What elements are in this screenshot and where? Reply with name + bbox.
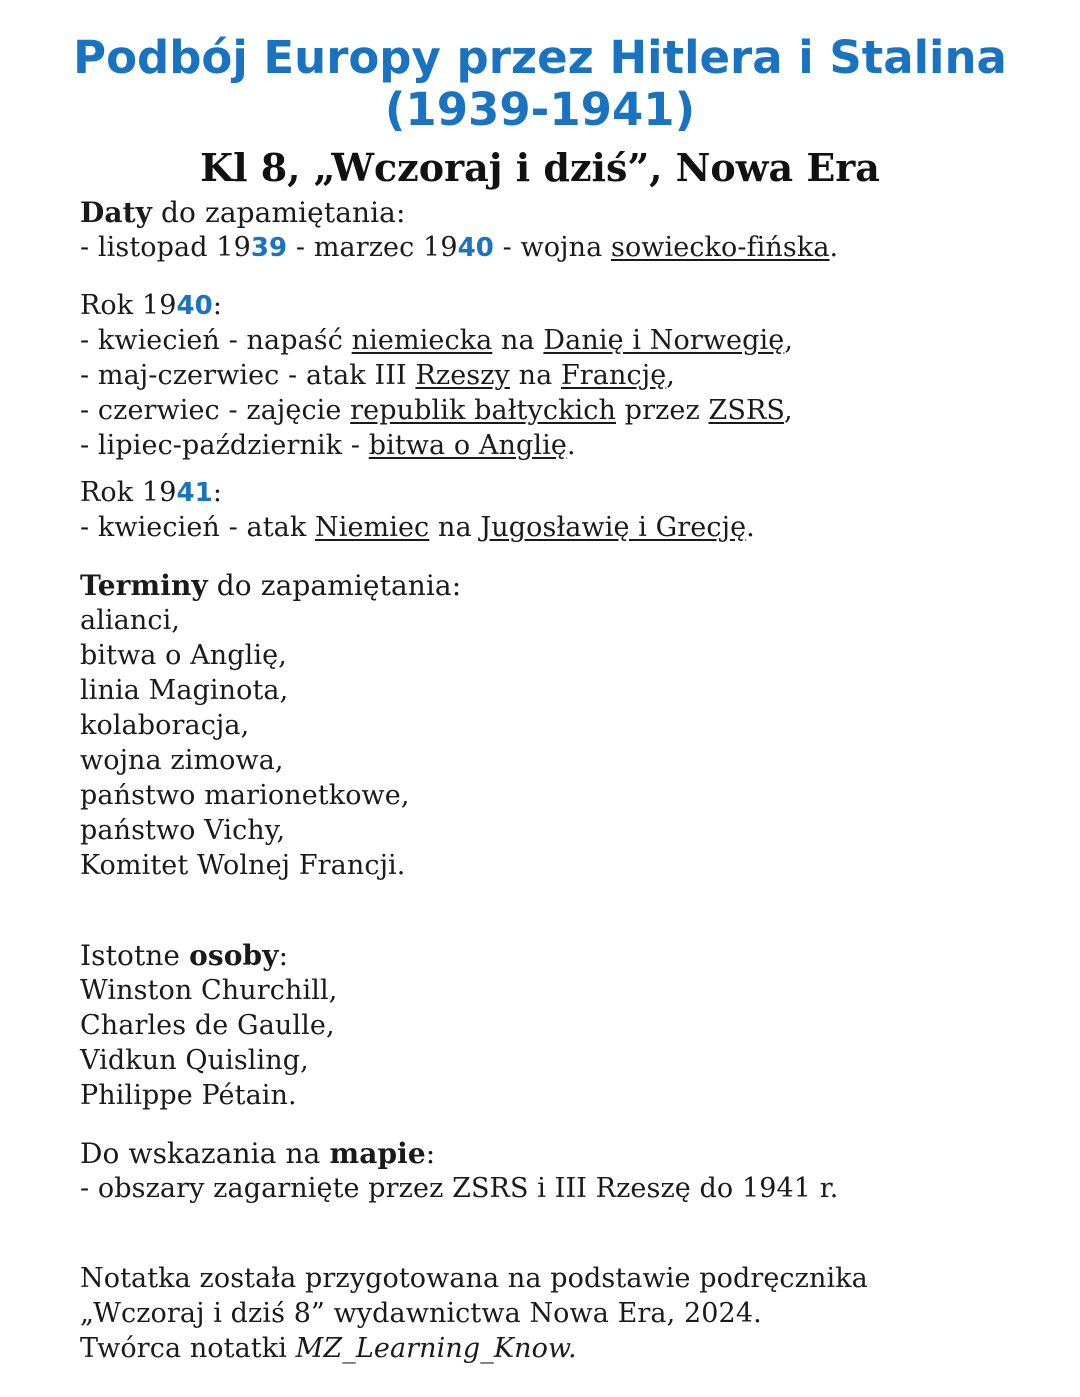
page-subtitle: Kl 8, „Wczoraj i dziś”, Nowa Era [200, 145, 880, 190]
year-1941-heading: Rok 1941: [80, 477, 223, 508]
note-content [80, 195, 1040, 1366]
term-item: państwo Vichy, [80, 815, 286, 846]
dates-heading: Daty do zapamiętania: [80, 196, 406, 229]
person-item: Philippe Pétain. [80, 1080, 297, 1111]
year-1940-item: - czerwiec - zajęcie republik bałtyckich przez ZSRS, [80, 395, 793, 426]
note-line: Notatka została przygotowana na podstawie podręcznika [80, 1263, 868, 1294]
year-1940-item: - maj-czerwiec - atak III Rzeszy na Francję, [80, 360, 675, 391]
author-name: MZ_Learning_Know. [295, 1333, 577, 1364]
person-item: Charles de Gaulle, [80, 1010, 335, 1041]
year-1940-item: - lipiec-październik - bitwa o Anglię. [80, 430, 576, 461]
note-line: „Wczoraj i dziś 8” wydawnictwa Nowa Era, 2024. [80, 1298, 762, 1329]
term-item: bitwa o Anglię, [80, 640, 287, 671]
term-item: państwo marionetkowe, [80, 780, 410, 811]
term-item: wojna zimowa, [80, 745, 284, 776]
note-author-line: Twórca notatki MZ_Learning_Know. [80, 1333, 577, 1364]
map-heading: Do wskazania na mapie: [80, 1137, 436, 1170]
people-heading: Istotne osoby: [80, 939, 289, 972]
terms-heading: Terminy do zapamiętania: [80, 569, 462, 602]
term-item: Komitet Wolnej Francji. [80, 850, 406, 881]
page-title: Podbój Europy przez Hitlera i Stalina (1939-1941) [73, 31, 1007, 136]
year-1940-item: - kwiecień - napaść niemiecka na Danię i Norwegię, [80, 325, 794, 356]
person-item: Vidkun Quisling, [80, 1045, 309, 1076]
term-item: alianci, [80, 605, 180, 636]
year-1941-item: - kwiecień - atak Niemiec na Jugosławię i Grecję. [80, 512, 755, 543]
term-item: linia Maginota, [80, 675, 289, 706]
year-1940-heading: Rok 1940: [80, 290, 223, 321]
term-item: kolaboracja, [80, 710, 250, 741]
date-item-winter-war: - listopad 1939 - marzec 1940 - wojna sowiecko-fińska. [80, 232, 839, 263]
person-item: Winston Churchill, [80, 975, 338, 1006]
map-item: - obszary zagarnięte przez ZSRS i III Rzeszę do 1941 r. [80, 1173, 839, 1204]
